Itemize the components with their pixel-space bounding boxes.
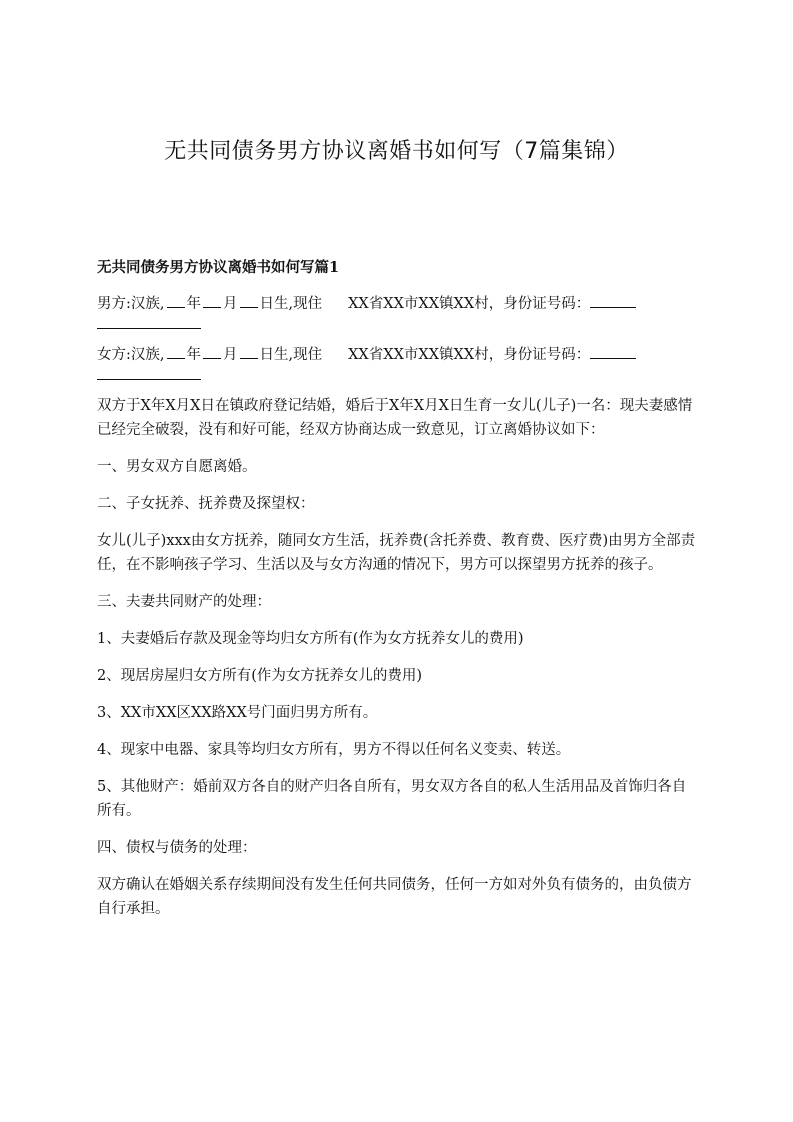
male-month-label: 月 (223, 296, 238, 312)
male-info-line (97, 292, 700, 329)
male-address: XX省XX市XX镇XX村，身份证号码： (348, 296, 591, 312)
id-number-blank-continued (97, 316, 201, 329)
id-number-blank (590, 293, 636, 308)
year-blank (167, 293, 185, 308)
clause-1-voluntary-divorce: 一、男女双方自愿离婚。 (97, 459, 257, 475)
male-day-live-label: 日生,现住 (259, 296, 323, 312)
male-prefix: 男方:汉族, (97, 296, 165, 312)
female-info-line (97, 343, 700, 380)
id-number-blank-continued (97, 367, 201, 380)
female-prefix: 女方:汉族, (97, 347, 165, 363)
clause-3-item-1: 1、夫妻婚后存款及现金等均归女方所有(作为女方抚养女儿的费用) (97, 631, 524, 647)
clause-4-body: 双方确认在婚姻关系存续期间没有发生任何共同债务，任何一方如对外负有债务的，由负债方自行承担。 (97, 877, 692, 917)
month-blank (203, 293, 221, 308)
female-day-live-label: 日生,现住 (259, 347, 323, 363)
female-month-label: 月 (223, 347, 238, 363)
female-address: XX省XX市XX镇XX村，身份证号码： (348, 347, 591, 363)
male-year-label: 年 (186, 296, 201, 312)
day-blank (240, 344, 258, 359)
section-heading: 无共同债务男方协议离婚书如何写篇1 (97, 259, 340, 276)
id-number-blank (590, 344, 636, 359)
clause-3-item-5: 5、其他财产：婚前双方各自的财产归各自所有，男女双方各自的私人生活用品及首饰归各自所有。 (97, 779, 687, 819)
document-body (97, 256, 700, 934)
clause-3-item-4: 4、现家中电器、家具等均归女方所有，男方不得以任何名义变卖、转送。 (97, 742, 571, 758)
clause-3-item-3: 3、XX市XX区XX路XX号门面归男方所有。 (97, 705, 378, 721)
document-title: 无共同债务男方协议离婚书如何写（7篇集锦） (164, 139, 629, 164)
clause-4-heading: 四、债权与债务的处理： (97, 840, 257, 856)
paragraph-marriage-background: 双方于X年X月X日在镇政府登记结婚，婚后于X年X月X日生育一女儿(儿子)一名：现夫妻感情已经完全破裂，没有和好可能，经双方协商达成一致意见，订立离婚协议如下： (97, 398, 693, 438)
clause-2-heading: 二、子女抚养、抚养费及探望权： (97, 496, 315, 512)
day-blank (240, 293, 258, 308)
clause-3-item-2: 2、现居房屋归女方所有(作为女方抚养女儿的费用) (97, 668, 423, 684)
month-blank (203, 344, 221, 359)
clause-3-heading: 三、夫妻共同财产的处理： (97, 594, 271, 610)
female-year-label: 年 (186, 347, 201, 363)
clause-2-body: 女儿(儿子)xxx由女方抚养，随同女方生活，抚养费(含托养费、教育费、医疗费)由男方全部责任，在不影响孩子学习、生活以及与女方沟通的情况下，男方可以探望男方抚养的孩子。 (97, 533, 696, 573)
year-blank (167, 344, 185, 359)
